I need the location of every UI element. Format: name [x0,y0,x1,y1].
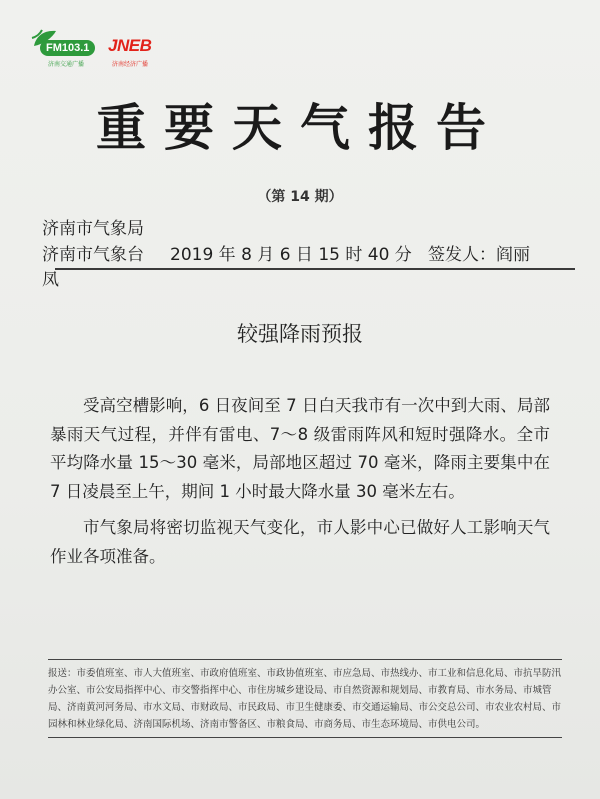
report-body [50,392,550,571]
document-title: 重要天气报告 [96,98,504,157]
signer-name-wrap: 凤 [42,270,59,290]
issuer-bureau: 济南市气象局 [42,219,144,239]
fm-logo-label: FM103.1 [40,40,95,56]
header-rule [55,268,575,270]
station-logo [30,28,190,73]
signer: 签发人：阎丽 [428,245,530,265]
body-paragraph: 市气象局将密切监视天气变化，市人影中心已做好人工影响天气作业各项准备。 [50,518,550,566]
fm-logo-subtitle: 济南交通广播 [48,61,85,68]
jneb-logo-subtitle: 济南经济广播 [112,61,149,68]
jneb-logo-label: JNEB [108,36,152,55]
issue-datetime: 2019 年 8 月 6 日 15 时 40 分 [170,245,412,265]
issue-number: （第 14 期） [257,189,343,205]
report-heading: 较强降雨预报 [237,322,363,346]
issuer-observatory: 济南市气象台 [42,245,144,265]
body-paragraph: 受高空槽影响，6 日夜间至 7 日白天我市有一次中到大雨、局部暴雨天气过程，并伴有雷电、7～8 级雷雨阵风和短时强降水。全市平均降水量 15～30 毫米，局部地区超过 70 毫米，降雨主要集中在 7 日凌晨至上午，期间 1 小时最大降水量 30 毫米左右。 [50,396,550,501]
distribution-list: 报送：市委值班室、市人大值班室、市政府值班室、市政协值班室、市应急局、市热线办、市工业和信息化局、市抗旱防汛办公室、市公安局指挥中心、市交警指挥中心、市住房城乡建设局、市自然资源和规划局、市教育局、市水务局、市城管局、济南黄河河务局、市水文局、市财政局、市民政局、市卫生健康委、市交通运输局、市公交总公司、市农业农村局、市园林和林业绿化局、济南国际机场、济南市警备区、市粮食局、市商务局、市生态环境局、市供电公司。 [48,659,562,738]
